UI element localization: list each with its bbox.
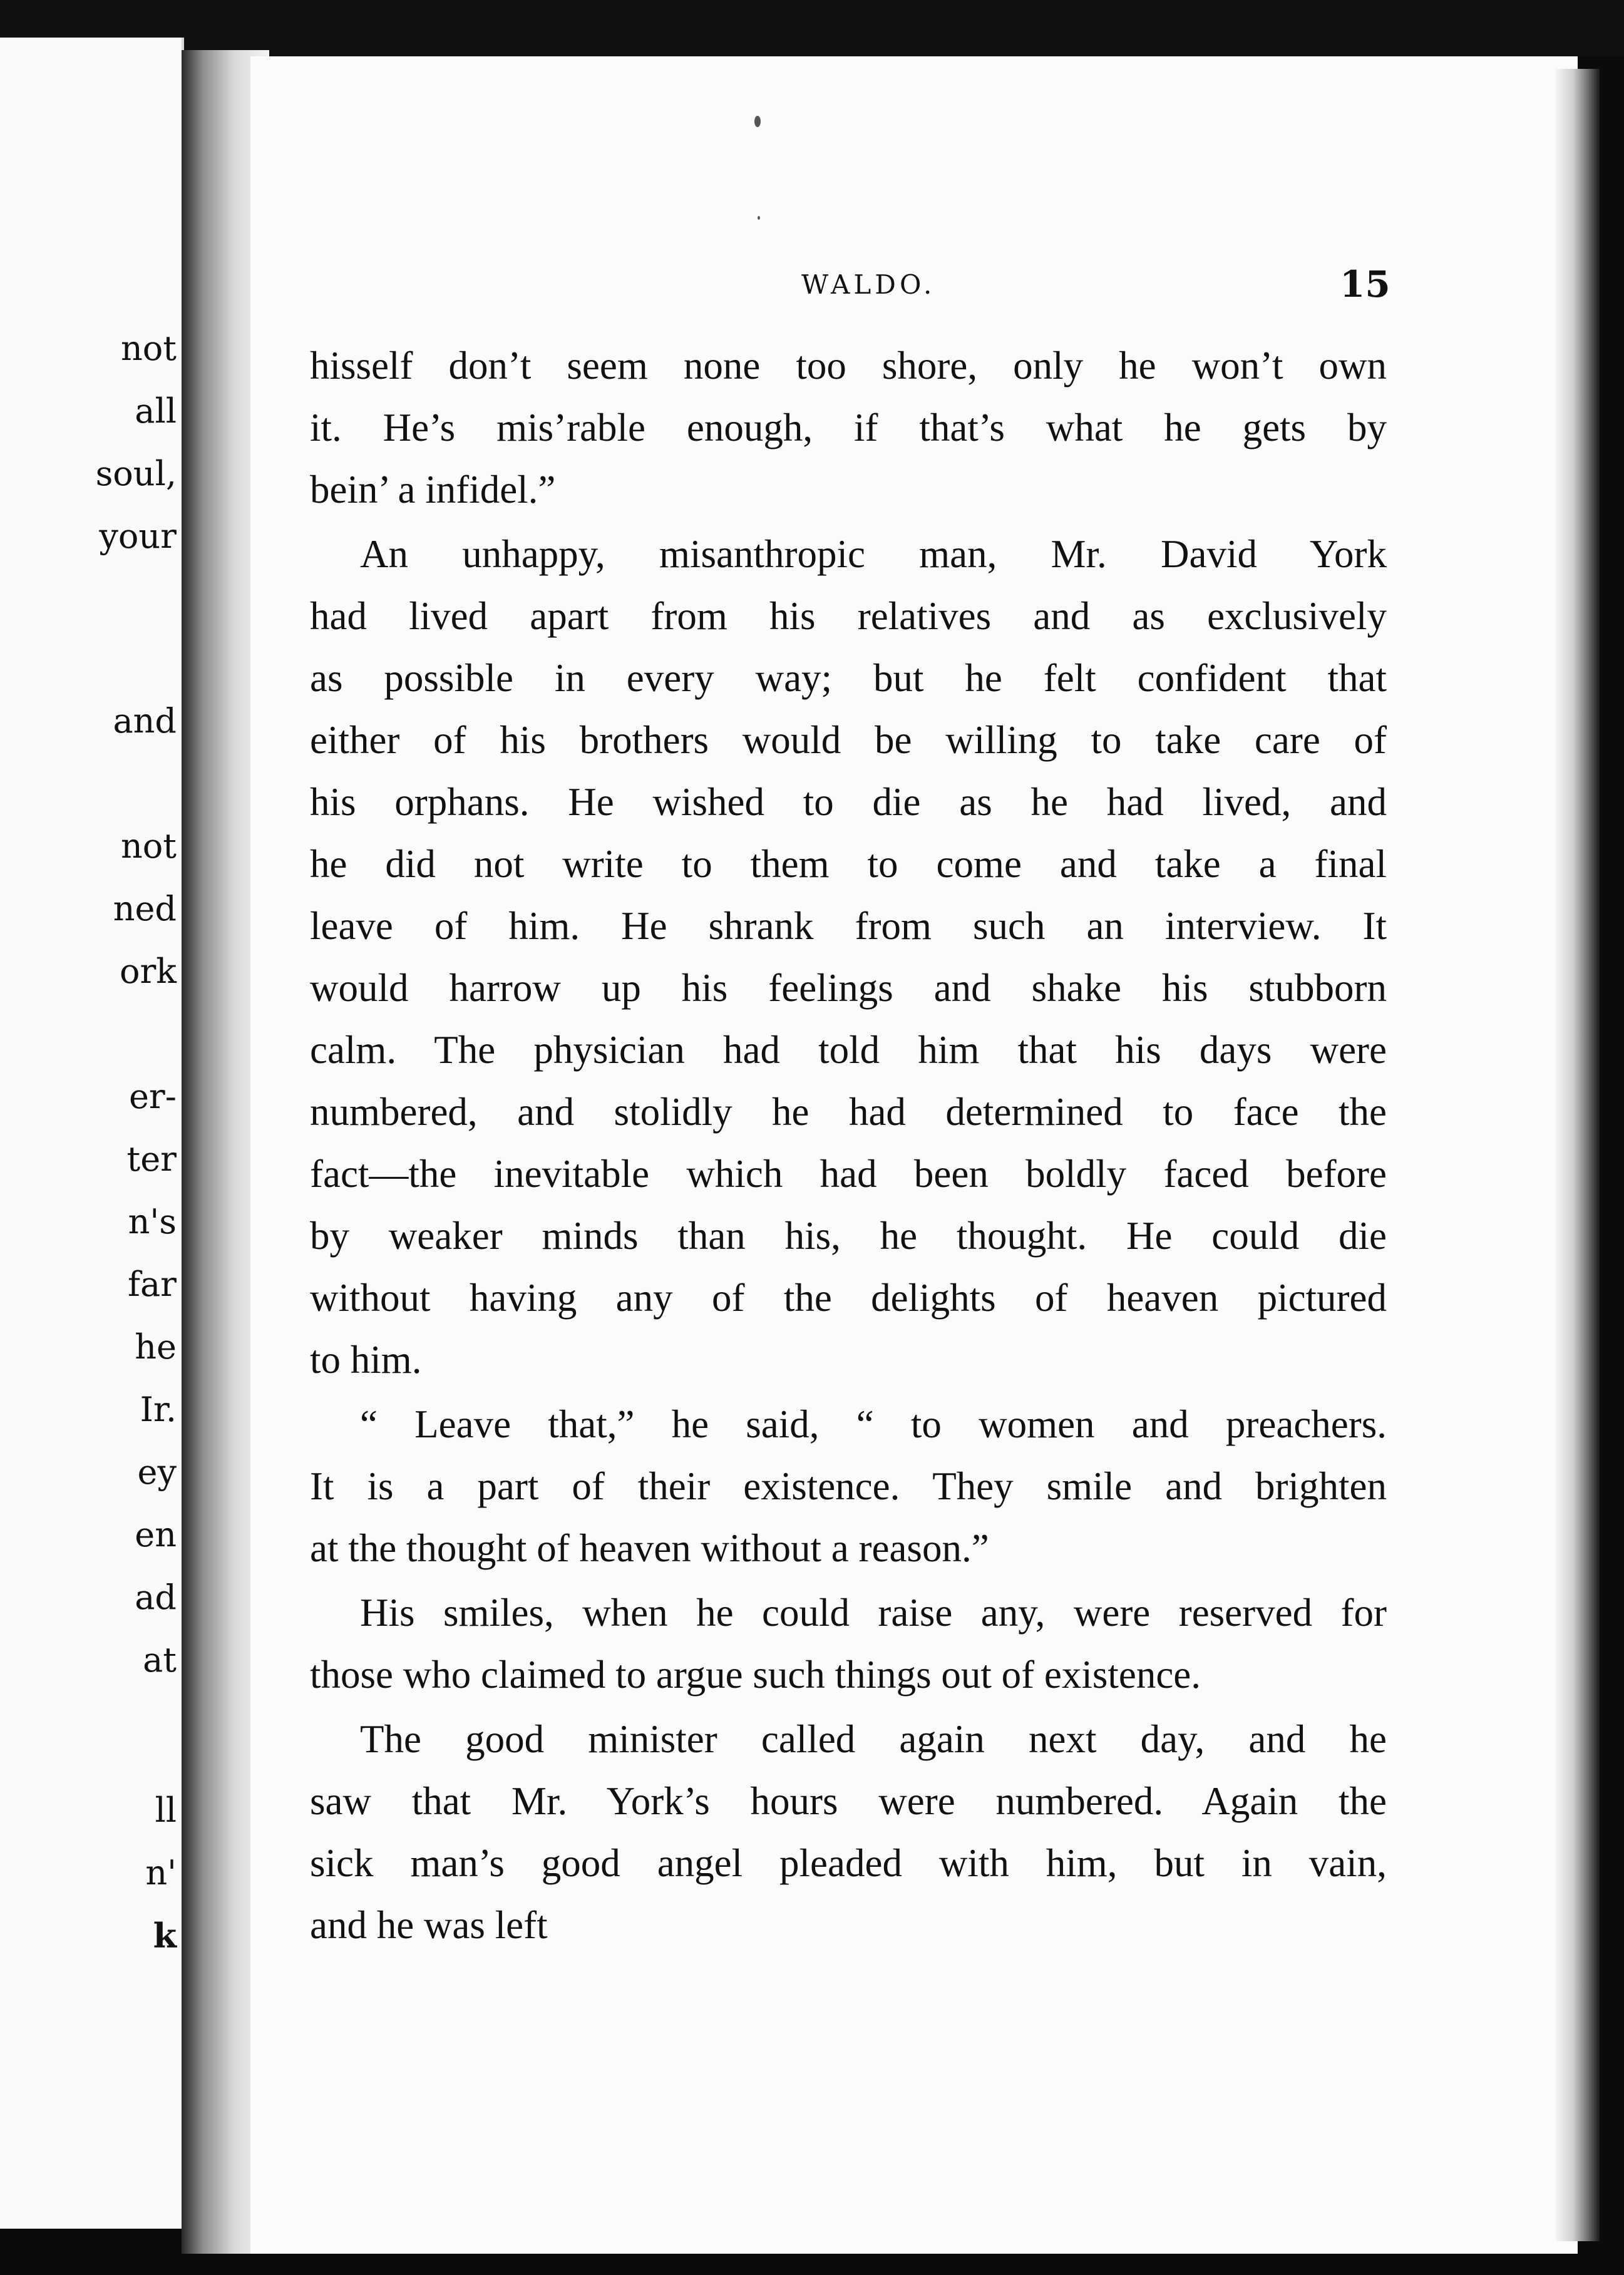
- left-fragment: er-: [128, 1077, 177, 1116]
- text-line: those who claimed to argue such things out of existence.: [310, 1653, 1201, 1697]
- left-fragment: n': [145, 1853, 177, 1892]
- text-line: The good minister called again next day, and he: [360, 1717, 1387, 1761]
- text-line: at the thought of heaven without a reason.”: [310, 1526, 989, 1570]
- left-fragment: not: [121, 826, 177, 866]
- text-line: his orphans. He wished to die as he had lived, and: [310, 780, 1387, 824]
- left-fragment: soul,: [95, 454, 177, 493]
- page-edge-shadow: [1556, 69, 1600, 2241]
- text-line: hisself don’t seem none too shore, only he won’t own: [310, 344, 1387, 388]
- left-fragment: ned: [113, 889, 177, 928]
- left-fragment: ey: [137, 1452, 177, 1492]
- left-fragment: all: [135, 391, 177, 431]
- left-fragment: and: [113, 701, 177, 741]
- left-fragment: ter: [126, 1139, 177, 1179]
- left-fragment: far: [128, 1265, 177, 1304]
- page-body: [310, 335, 1387, 1956]
- text-line: An unhappy, misanthropic man, Mr. David York: [360, 532, 1387, 576]
- text-line: fact—the inevitable which had been boldly faced before: [310, 1152, 1387, 1196]
- left-fragment: k: [153, 1916, 177, 1956]
- scan-speck: [758, 216, 760, 220]
- page-number: 15: [1340, 263, 1390, 306]
- left-fragment: ll: [155, 1790, 177, 1830]
- text-line: It is a part of their existence. They smile and brighten: [310, 1464, 1387, 1508]
- text-line: calm. The physician had told him that his days were: [310, 1028, 1387, 1072]
- text-line: by weaker minds than his, he thought. He could die: [310, 1214, 1387, 1258]
- text-line: His smiles, when he could raise any, were reserved for: [360, 1591, 1387, 1635]
- text-line: had lived apart from his relatives and as exclusively: [310, 594, 1387, 638]
- text-line: he did not write to them to come and take a final: [310, 842, 1387, 886]
- left-fragment: your: [99, 516, 177, 556]
- text-line: bein’ a infidel.”: [310, 468, 556, 511]
- text-line: “ Leave that,” he said, “ to women and preachers.: [360, 1402, 1387, 1446]
- left-fragment: en: [135, 1515, 177, 1554]
- left-fragment: n's: [128, 1202, 177, 1241]
- left-fragment: he: [135, 1327, 177, 1367]
- text-line: and he was left: [310, 1903, 548, 1947]
- left-fragment: at: [143, 1640, 177, 1680]
- left-fragment: Ir.: [140, 1390, 177, 1429]
- left-fragment: not: [121, 329, 177, 368]
- left-fragment: ork: [119, 952, 177, 991]
- text-line: either of his brothers would be willing to take care of: [310, 718, 1387, 762]
- text-line: numbered, and stolidly he had determined to face the: [310, 1090, 1387, 1134]
- running-head: WALDO.: [801, 269, 936, 300]
- text-line: sick man’s good angel pleaded with him, but in vain,: [310, 1841, 1387, 1885]
- text-line: as possible in every way; but he felt confident that: [310, 656, 1387, 700]
- previous-page-fragment: [0, 38, 184, 2229]
- text-line: saw that Mr. York’s hours were numbered. Again the: [310, 1779, 1387, 1823]
- text-line: would harrow up his feelings and shake his stubborn: [310, 966, 1387, 1010]
- text-line: it. He’s mis’rable enough, if that’s what he gets by: [310, 406, 1387, 449]
- text-line: leave of him. He shrank from such an interview. It: [310, 904, 1387, 948]
- scan-top-border: [0, 0, 1624, 56]
- scan-speck: [754, 116, 761, 127]
- left-fragment: ad: [135, 1578, 177, 1617]
- text-line: to him.: [310, 1338, 422, 1382]
- text-line: without having any of the delights of heaven pictured: [310, 1276, 1387, 1320]
